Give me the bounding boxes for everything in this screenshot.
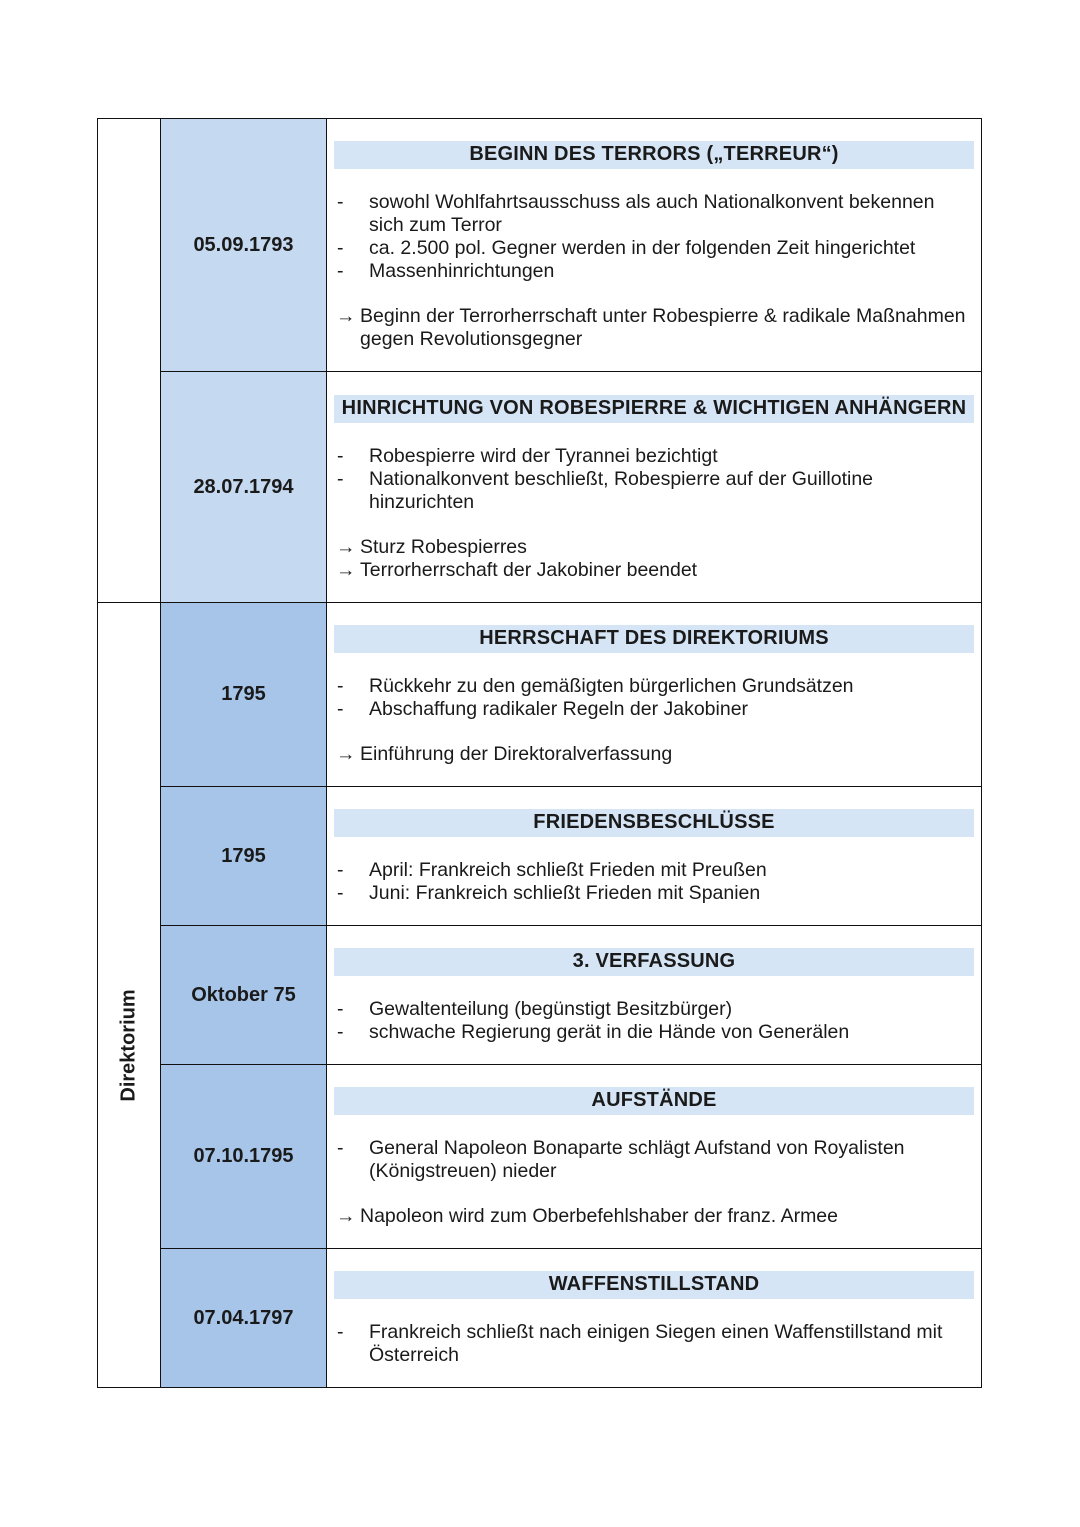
date-cell: 07.10.1795 xyxy=(161,1065,327,1249)
list-item: - Robespierre wird der Tyrannei bezichtigt xyxy=(334,445,974,468)
date-cell: 1795 xyxy=(161,787,327,926)
content-cell xyxy=(327,926,982,1065)
event-heading: AUFSTÄNDE xyxy=(334,1087,974,1115)
content-cell xyxy=(327,119,982,372)
table-row xyxy=(98,372,982,603)
bullet-list xyxy=(334,859,974,905)
arrow-right-icon: → xyxy=(336,1205,356,1227)
consequence-list xyxy=(334,743,974,766)
date-cell: 07.04.1797 xyxy=(161,1249,327,1388)
list-item: - April: Frankreich schließt Frieden mit Preußen xyxy=(334,859,974,882)
table-row xyxy=(98,603,982,787)
consequence-item: → Sturz Robespierres xyxy=(336,535,527,558)
event-heading: WAFFENSTILLSTAND xyxy=(334,1271,974,1299)
date-cell: 28.07.1794 xyxy=(161,372,327,603)
event-heading: HERRSCHAFT DES DIREKTORIUMS xyxy=(334,625,974,653)
date-cell: Oktober 75 xyxy=(161,926,327,1065)
date-cell: 05.09.1793 xyxy=(161,119,327,372)
timeline-table xyxy=(97,118,982,1388)
bullet-list xyxy=(334,998,974,1044)
table-row xyxy=(98,119,982,372)
bullet-list xyxy=(334,1137,974,1183)
event-heading: BEGINN DES TERRORS („TERREUR“) xyxy=(334,141,974,169)
list-item: - schwache Regierung gerät in die Hände von Generälen xyxy=(334,1021,974,1044)
list-item: - Massenhinrichtungen xyxy=(334,260,974,283)
bullet-list xyxy=(334,445,974,514)
bullet-list xyxy=(334,191,974,283)
table-row xyxy=(98,1249,982,1388)
content-cell xyxy=(327,1065,982,1249)
consequence-item: → Einführung der Direktoralverfassung xyxy=(336,743,673,765)
event-heading: HINRICHTUNG VON ROBESPIERRE & WICHTIGEN ANHÄNGERN xyxy=(334,395,974,423)
arrow-right-icon: → xyxy=(336,743,356,765)
content-cell xyxy=(327,372,982,603)
date-cell: 1795 xyxy=(161,603,327,787)
list-item: - Nationalkonvent beschließt, Robespierre auf der Guillotine hinzurichten xyxy=(334,468,974,514)
list-item: - ca. 2.500 pol. Gegner werden in der folgenden Zeit hingerichtet xyxy=(334,237,974,260)
consequence-item: → Terrorherrschaft der Jakobiner beendet xyxy=(336,558,698,581)
table-row xyxy=(98,1065,982,1249)
list-item: - Gewaltenteilung (begünstigt Besitzbürger) xyxy=(334,998,974,1021)
list-item: - Frankreich schließt nach einigen Siegen einen Waffenstillstand mit Österreich xyxy=(334,1321,974,1367)
content-cell xyxy=(327,787,982,926)
consequence-item: → Napoleon wird zum Oberbefehlshaber der franz. Armee xyxy=(336,1205,838,1227)
event-heading: 3. VERFASSUNG xyxy=(334,948,974,976)
content-cell xyxy=(327,1249,982,1388)
arrow-right-icon: → xyxy=(336,305,356,327)
consequence-list xyxy=(334,1205,974,1228)
list-item: - Abschaffung radikaler Regeln der Jakobiner xyxy=(334,698,974,721)
bullet-list xyxy=(334,1321,974,1367)
arrow-right-icon: → xyxy=(336,535,356,558)
table-row xyxy=(98,926,982,1065)
list-item: - Juni: Frankreich schließt Frieden mit Spanien xyxy=(334,882,974,905)
content-cell xyxy=(327,603,982,787)
era-cell-empty xyxy=(98,119,161,603)
list-item: - sowohl Wohlfahrtsausschuss als auch Nationalkonvent bekennen sich zum Terror xyxy=(334,191,974,237)
consequence-list xyxy=(334,305,974,351)
event-heading: FRIEDENSBESCHLÜSSE xyxy=(334,809,974,837)
arrow-right-icon: → xyxy=(336,558,356,581)
consequence-item: → Beginn der Terrorherrschaft unter Robespierre & radikale Maßnahmen gegen Revolutionsgegner xyxy=(336,305,966,350)
consequence-list xyxy=(334,536,974,582)
list-item: - General Napoleon Bonaparte schlägt Aufstand von Royalisten (Königstreuen) nieder xyxy=(334,1137,974,1183)
era-label: Direktorium xyxy=(117,989,140,1102)
table-row xyxy=(98,787,982,926)
bullet-list xyxy=(334,675,974,721)
list-item: - Rückkehr zu den gemäßigten bürgerlichen Grundsätzen xyxy=(334,675,974,698)
era-cell-direktorium xyxy=(98,603,161,1388)
